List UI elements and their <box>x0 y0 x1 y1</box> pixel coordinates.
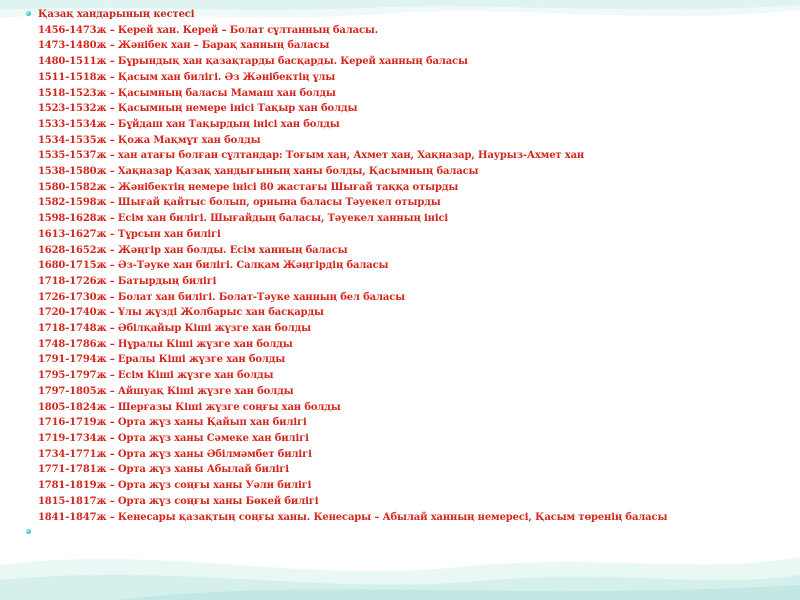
khans-table <box>38 7 791 525</box>
list-item: 1518-1523ж – Қасымның баласы Мамаш хан болды <box>38 87 336 99</box>
list-item: 1534-1535ж – Қожа Мақмұт хан болды <box>38 134 261 146</box>
list-item: 1748-1786ж – Нұралы Кіші жүзге хан болды <box>38 338 293 350</box>
list-item: 1726-1730ж – Болат хан билігі. Болат-Тәуке ханның бел баласы <box>38 291 406 303</box>
list-item: 1598-1628ж – Есім хан билігі. Шығайдың баласы, Тәуекел ханның інісі <box>38 213 449 225</box>
list-item: 1628-1652ж – Жәңгір хан болды. Есім ханның баласы <box>38 244 348 256</box>
bullet-icon <box>26 529 31 534</box>
list-item: 1473-1480ж – Жәнібек хан – Барақ ханның баласы <box>38 40 330 52</box>
list-item: 1795-1797ж – Есім Кіші жүзге хан болды <box>38 370 274 382</box>
slide-content <box>26 7 791 537</box>
list-item: 1523-1532ж – Қасымның немере інісі Тақыр хан болды <box>38 103 358 115</box>
slide-title: Қазақ хандарының кестесі <box>38 9 195 20</box>
list-item: 1580-1582ж – Жәнібектің немере інісі 80 жастағы Шығай таққа отырды <box>38 181 459 193</box>
list-item: 1791-1794ж – Ералы Кіші жүзге хан болды <box>38 354 286 366</box>
list-item: 1771-1781ж – Орта жүз ханы Абылай билігі <box>38 464 289 476</box>
list-item: 1719-1734ж – Орта жүз ханы Сәмеке хан билігі <box>38 432 309 444</box>
list-item: 1805-1824ж – Шерғазы Кіші жүзге соңғы хан болды <box>38 401 341 413</box>
list-item: 1511-1518ж – Қасым хан билігі. Әз Жәнібектің ұлы <box>38 71 336 83</box>
list-item: 1718-1748ж – Әбілқайыр Кіші жүзге хан болды <box>38 323 311 335</box>
list-item: 1734-1771ж – Орта жүз ханы Әбілмәмбет билігі <box>38 448 312 460</box>
list-item: 1680-1715ж – Әз-Тәуке хан билігі. Салқам Жәңгірдің баласы <box>38 260 389 272</box>
list-item: 1535-1537ж – хан атағы болған сұлтандар: Тоғым хан, Ахмет хан, Хақназар, Наурыз-Ахмет хан <box>38 150 585 162</box>
list-item: 1716-1719ж – Орта жүз ханы Қайып хан билігі <box>38 417 307 429</box>
list-item: 1582-1598ж – Шығай қайтыс болып, орнына баласы Тәуекел отырды <box>38 197 441 209</box>
bullet-item-empty <box>26 525 791 537</box>
list-item: 1781-1819ж – Орта жүз соңғы ханы Уәли билігі <box>38 480 312 492</box>
list-item: 1720-1740ж – Ұлы жүзді Жолбарыс хан басқарды <box>38 307 324 319</box>
list-item: 1533-1534ж – Бұйдаш хан Тақырдың інісі хан болды <box>38 118 340 130</box>
list-item: 1718-1726ж – Батырдың билігі <box>38 275 217 287</box>
list-item: 1613-1627ж – Тұрсын хан билігі <box>38 228 221 240</box>
list-item: 1841-1847ж – Кенесары қазақтың соңғы ханы. Кенесары – Абылай ханның немересі, Қасым төренің баласы <box>38 511 668 523</box>
list-item: 1456-1473ж – Керей хан. Керей – Болат сұлтанның баласы. <box>38 24 379 36</box>
bullet-item <box>26 7 791 525</box>
list-item: 1480-1511ж – Бұрындық хан қазақтарды басқарды. Керей ханның баласы <box>38 56 468 68</box>
list-item: 1538-1580ж – Хақназар Қазақ хандығының ханы болды, Қасымның баласы <box>38 166 479 178</box>
list-item: 1815-1817ж – Орта жүз соңғы ханы Бөкей билігі <box>38 495 319 507</box>
list-item: 1797-1805ж – Айшуақ Кіші жүзге хан болды <box>38 385 294 397</box>
bullet-icon <box>26 11 31 16</box>
